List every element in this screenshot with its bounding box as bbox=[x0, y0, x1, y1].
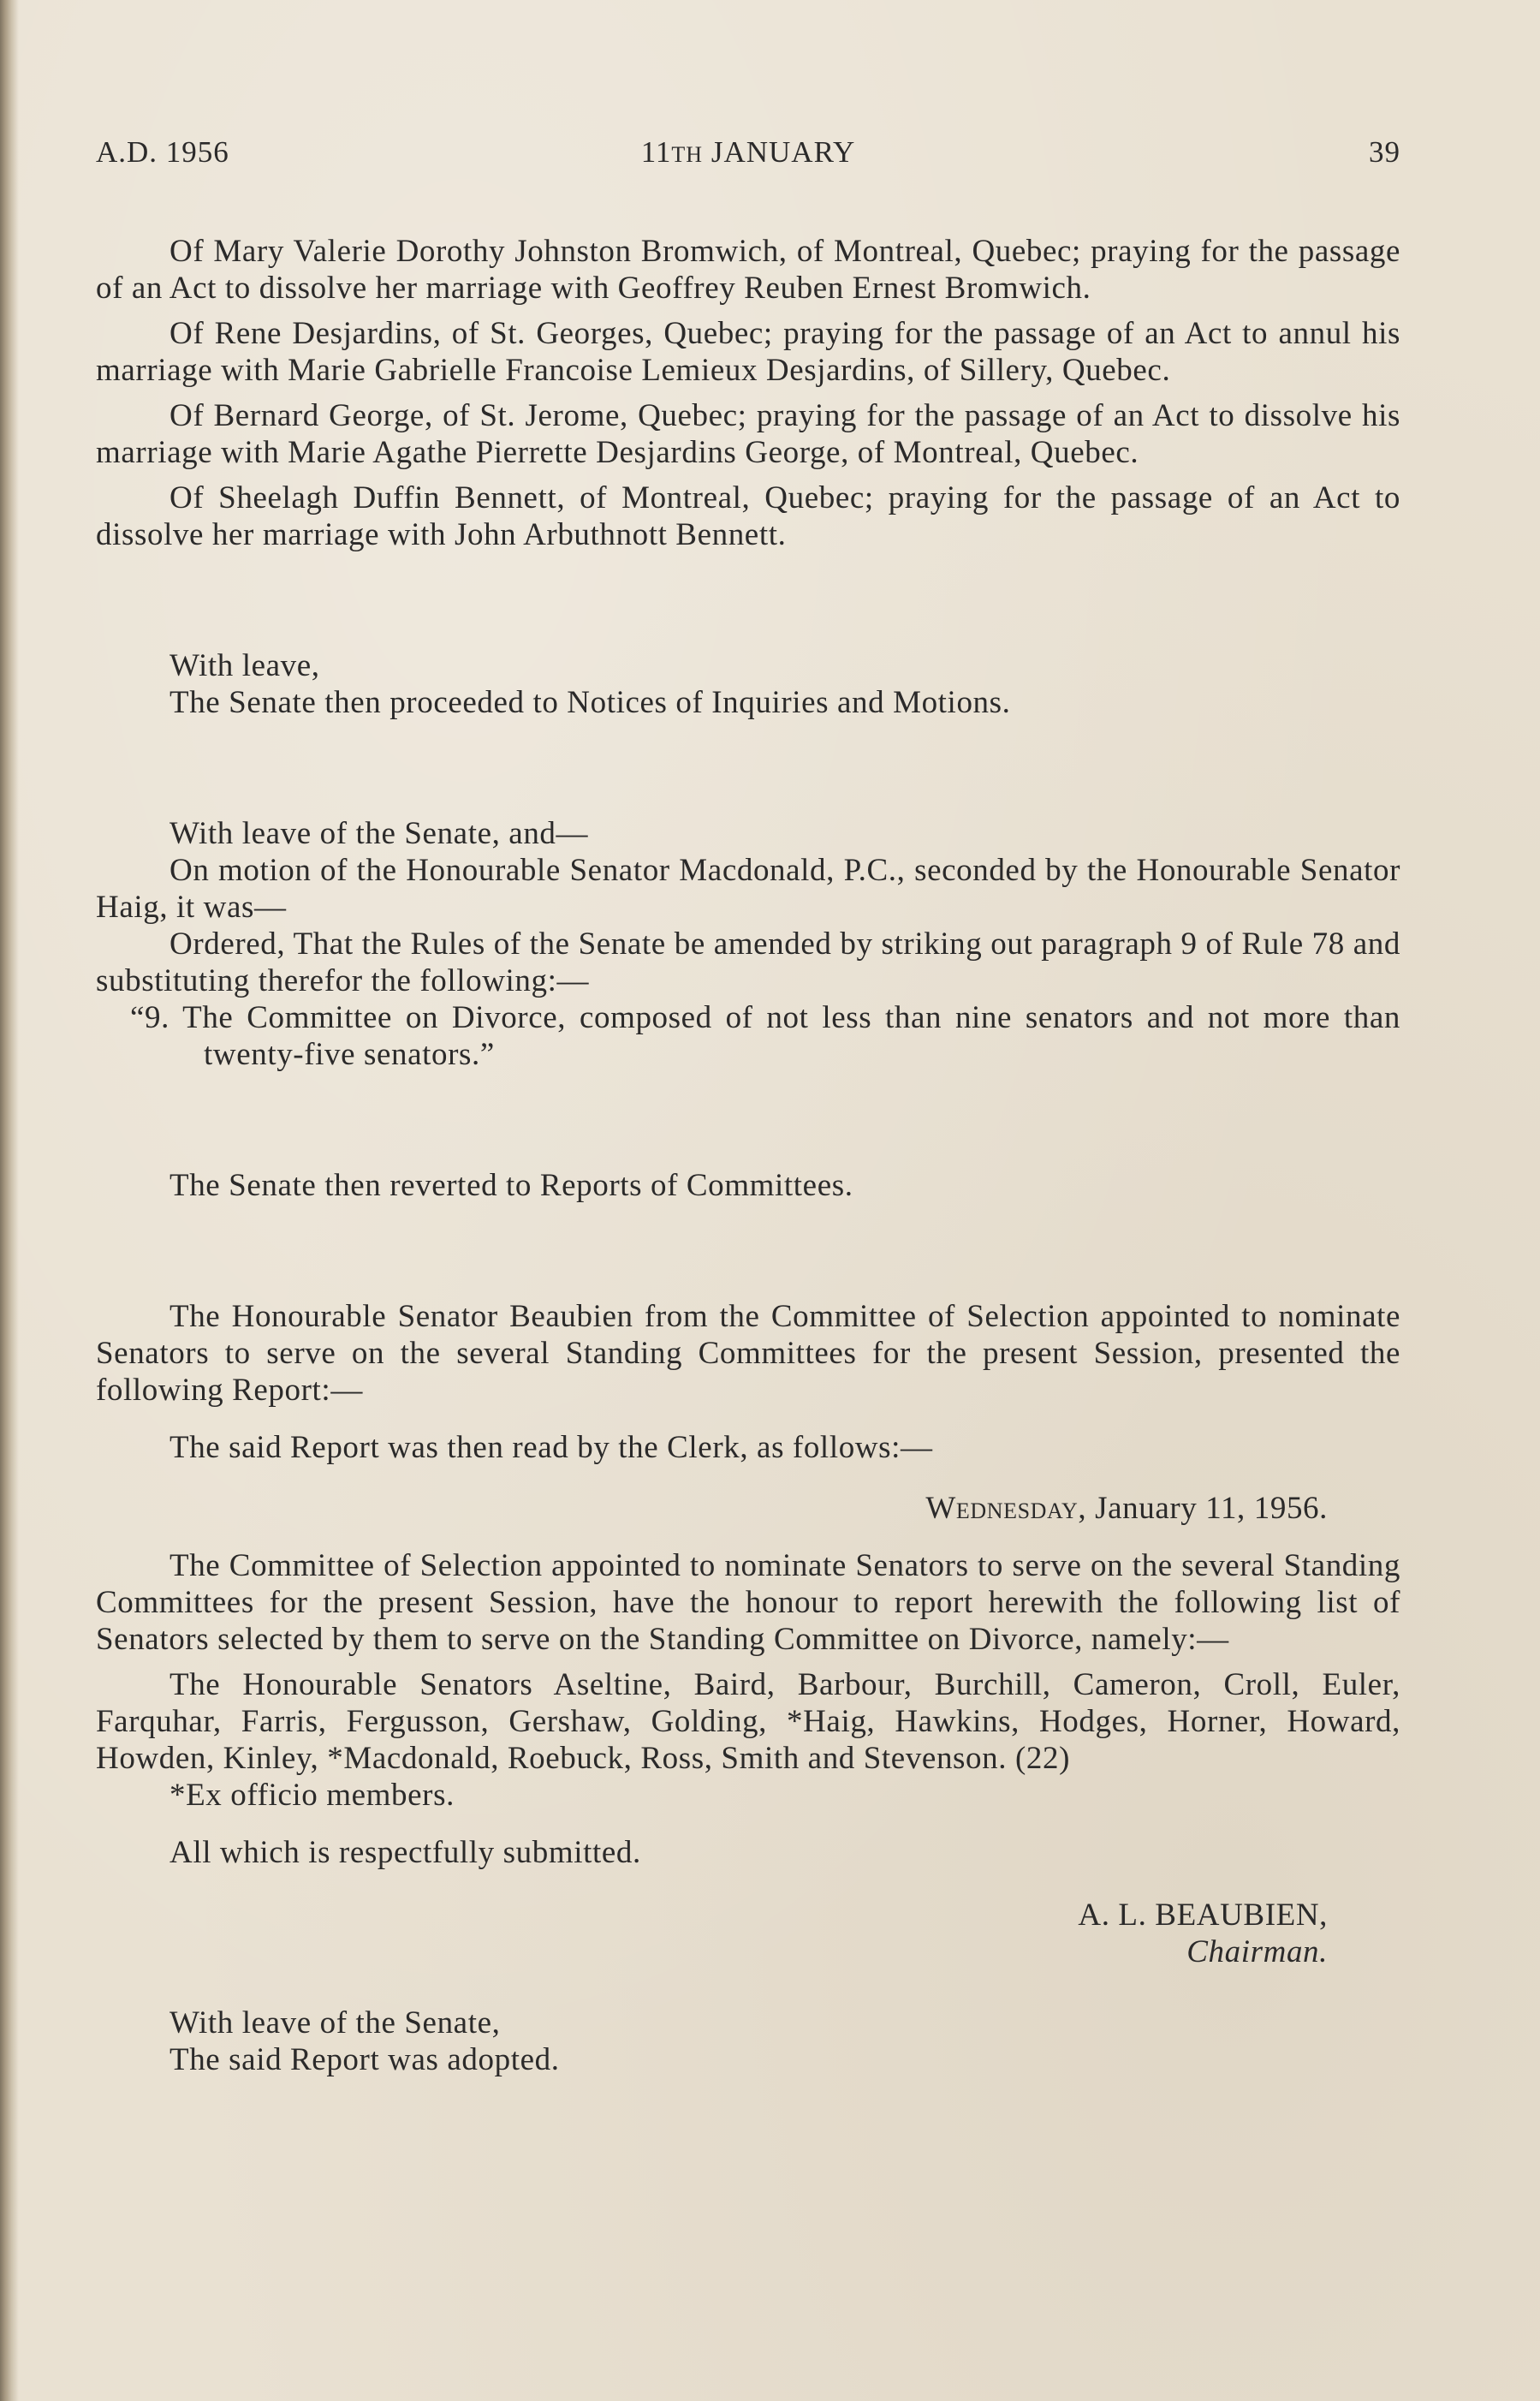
signatory-name: A. L. BEAUBIEN, bbox=[1078, 1898, 1328, 1933]
leave-line: With leave of the Senate, and— bbox=[169, 816, 589, 851]
header-month: JANUARY bbox=[703, 135, 856, 169]
committee-report bbox=[96, 1490, 1400, 1970]
inquiries-section bbox=[96, 647, 1400, 721]
rule-quote-text: “9. The Committee on Divorce, composed of not less than nine senators and not more than twenty-five senators.” bbox=[130, 1000, 1400, 1072]
report-date-rest: , January 11, 1956. bbox=[1078, 1491, 1328, 1526]
report-date-day: Wednesday bbox=[925, 1491, 1079, 1526]
page-number: 39 bbox=[1369, 135, 1400, 169]
petition-paragraph: Of Bernard George, of St. Jerome, Quebec; praying for the passage of an Act to dissolve his marriage with Marie Agathe Pierrette Desjardins George, of Montreal, Quebec. bbox=[96, 398, 1400, 470]
header-date bbox=[96, 135, 1400, 170]
running-head bbox=[96, 128, 1400, 188]
signatory-title: Chairman. bbox=[1186, 1934, 1328, 1969]
reverted-line: The Senate then reverted to Reports of Committees. bbox=[169, 1168, 853, 1203]
senator-list: The Honourable Senators Aseltine, Baird, Barbour, Burchill, Cameron, Croll, Euler, Farquhar, Farris, Fergusson, Gershaw, Golding, *Haig, Hawkins, Hodges, Horner, Howard, Howden, Kinley, *Macdonald, Roebuck, Ross, Smith and Stevenson. (22) bbox=[96, 1667, 1400, 1776]
with-leave-line: With leave, bbox=[169, 648, 320, 683]
rule-quote bbox=[130, 999, 1400, 1073]
report-read-line: The said Report was then read by the Clerk, as follows:— bbox=[169, 1430, 933, 1465]
selection-intro: The Honourable Senator Beaubien from the Committee of Selection appointed to nominate Senators to serve on the several Standing Committees for the present Session, presented the following Report:— bbox=[96, 1299, 1400, 1408]
adoption-line: The said Report was adopted. bbox=[169, 2042, 560, 2077]
petition-paragraph: Of Rene Desjardins, of St. Georges, Quebec; praying for the passage of an Act to annul his marriage with Marie Gabrielle Francoise Lemieux Desjardins, of Sillery, Quebec. bbox=[96, 316, 1400, 388]
report-date bbox=[96, 1490, 1400, 1527]
closing-line: All which is respectfully submitted. bbox=[169, 1835, 641, 1870]
header-day-suffix: TH bbox=[671, 142, 704, 167]
ex-officio-note: *Ex officio members. bbox=[169, 1778, 455, 1813]
header-year: A.D. 1956 bbox=[96, 135, 229, 169]
selection-section bbox=[96, 1298, 1400, 1466]
petitions-section bbox=[96, 233, 1400, 553]
petition-paragraph: Of Sheelagh Duffin Bennett, of Montreal, Quebec; praying for the passage of an Act to dissolve her marriage with John Arbuthnott Bennett. bbox=[96, 480, 1400, 552]
reverted-section bbox=[96, 1167, 1400, 1204]
adoption-section bbox=[96, 2005, 1400, 2078]
report-body: The Committee of Selection appointed to nominate Senators to serve on the several Standing Committees for the present Session, have the honour to report herewith the following list of Senators selected by them to serve on the Standing Committee on Divorce, namely:— bbox=[96, 1548, 1400, 1657]
ordered-paragraph: Ordered, That the Rules of the Senate be amended by striking out paragraph 9 of Rule 78 and substituting therefor the following:— bbox=[96, 926, 1400, 998]
journal-page bbox=[96, 128, 1400, 2078]
motion-paragraph: On motion of the Honourable Senator Macdonald, P.C., seconded by the Honourable Senator Haig, it was— bbox=[96, 853, 1400, 925]
inquiries-line: The Senate then proceeded to Notices of Inquiries and Motions. bbox=[169, 685, 1011, 720]
adoption-leave-line: With leave of the Senate, bbox=[169, 2005, 501, 2041]
rules-amendment-section bbox=[96, 815, 1400, 1073]
page-binding-edge bbox=[0, 0, 19, 2401]
header-day: 11 bbox=[640, 135, 672, 169]
petition-paragraph: Of Mary Valerie Dorothy Johnston Bromwich, of Montreal, Quebec; praying for the passage of an Act to dissolve her marriage with Geoffrey Reuben Ernest Bromwich. bbox=[96, 234, 1400, 306]
